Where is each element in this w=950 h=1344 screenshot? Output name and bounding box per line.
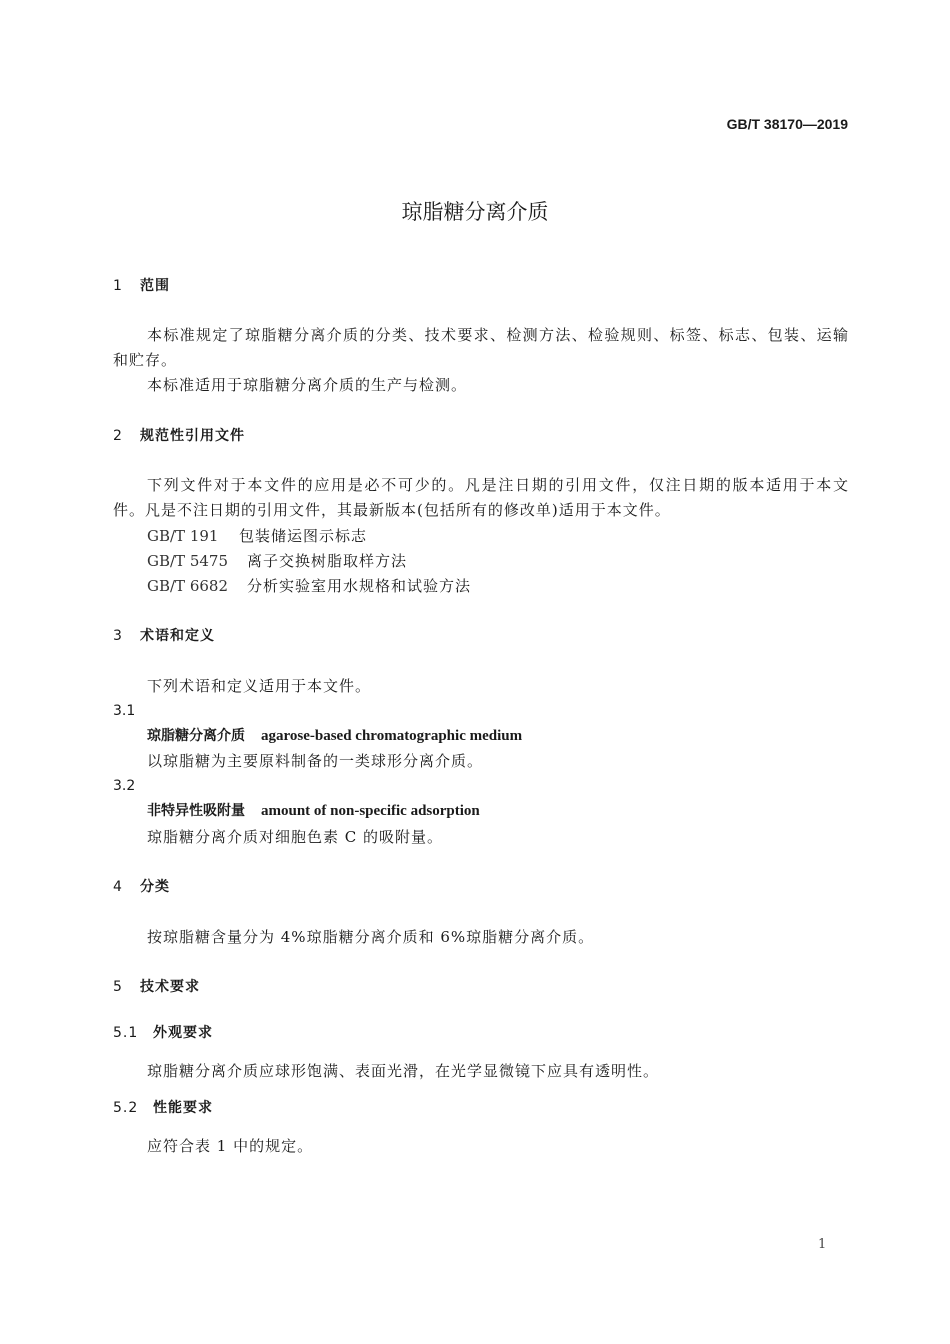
- term-definition: 琼脂糖分离介质对细胞色素 C 的吸附量。: [147, 828, 444, 846]
- reference-code: GB/T 191: [147, 527, 219, 545]
- page-title: 琼脂糖分离介质: [401, 200, 549, 224]
- section-title: 技术要求: [140, 979, 200, 995]
- page-number: 1: [818, 1237, 827, 1252]
- term-heading: [147, 802, 480, 820]
- section-number: 5: [113, 979, 123, 995]
- reference-item: [147, 527, 367, 545]
- standard-number: GB/T 38170—2019: [726, 116, 848, 132]
- section-title: 分类: [140, 879, 170, 895]
- paragraph: 本标准适用于琼脂糖分离介质的生产与检测。: [147, 376, 468, 394]
- section-1-heading: [113, 277, 170, 295]
- section-number: 2: [113, 428, 123, 444]
- term-number: 3.1: [113, 703, 136, 719]
- reference-item: [147, 577, 471, 595]
- term-en: amount of non-specific adsorption: [261, 803, 480, 819]
- section-3-heading: [113, 627, 215, 645]
- section-number: 3: [113, 628, 123, 644]
- section-title: 范围: [140, 278, 170, 294]
- reference-item: [147, 552, 407, 570]
- paragraph: 下列文件对于本文件的应用是必不可少的。凡是注日期的引用文件，仅注日期的版本适用于本文件。凡是不注日期的引用文件，其最新版本(包括所有的修改单)适用于本文件。: [113, 476, 849, 519]
- reference-code: GB/T 5475: [147, 552, 229, 570]
- paragraph: 琼脂糖分离介质应球形饱满、表面光滑，在光学显微镜下应具有透明性。: [147, 1062, 660, 1080]
- term-heading: [147, 727, 522, 745]
- paragraph: 下列术语和定义适用于本文件。: [147, 677, 372, 695]
- section-title: 性能要求: [153, 1100, 213, 1116]
- reference-title: 分析实验室用水规格和试验方法: [247, 577, 472, 595]
- section-number: 5.2: [113, 1100, 139, 1116]
- term-definition: 以琼脂糖为主要原料制备的一类球形分离介质。: [147, 752, 484, 770]
- paragraph: 应符合表 1 中的规定。: [147, 1137, 314, 1155]
- section-5-1-heading: [113, 1024, 213, 1042]
- reference-title: 离子交换树脂取样方法: [247, 552, 408, 570]
- section-2-heading: [113, 427, 245, 445]
- paragraph: 本标准规定了琼脂糖分离介质的分类、技术要求、检测方法、检验规则、标签、标志、包装、运输和贮存。: [113, 326, 849, 369]
- section-number: 5.1: [113, 1025, 139, 1041]
- section-title: 术语和定义: [140, 628, 215, 644]
- reference-title: 包装储运图示标志: [239, 527, 368, 545]
- section-title: 规范性引用文件: [140, 428, 245, 444]
- term-zh: 琼脂糖分离介质: [147, 728, 245, 744]
- section-4-heading: [113, 878, 170, 896]
- reference-code: GB/T 6682: [147, 577, 229, 595]
- section-title: 外观要求: [153, 1025, 213, 1041]
- term-number: 3.2: [113, 778, 136, 794]
- paragraph: 按琼脂糖含量分为 4%琼脂糖分离介质和 6%琼脂糖分离介质。: [147, 928, 595, 946]
- section-number: 4: [113, 879, 123, 895]
- section-number: 1: [113, 278, 123, 294]
- section-5-heading: [113, 978, 200, 996]
- term-zh: 非特异性吸附量: [147, 803, 245, 819]
- term-en: agarose-based chromatographic medium: [261, 728, 523, 744]
- section-5-2-heading: [113, 1099, 213, 1117]
